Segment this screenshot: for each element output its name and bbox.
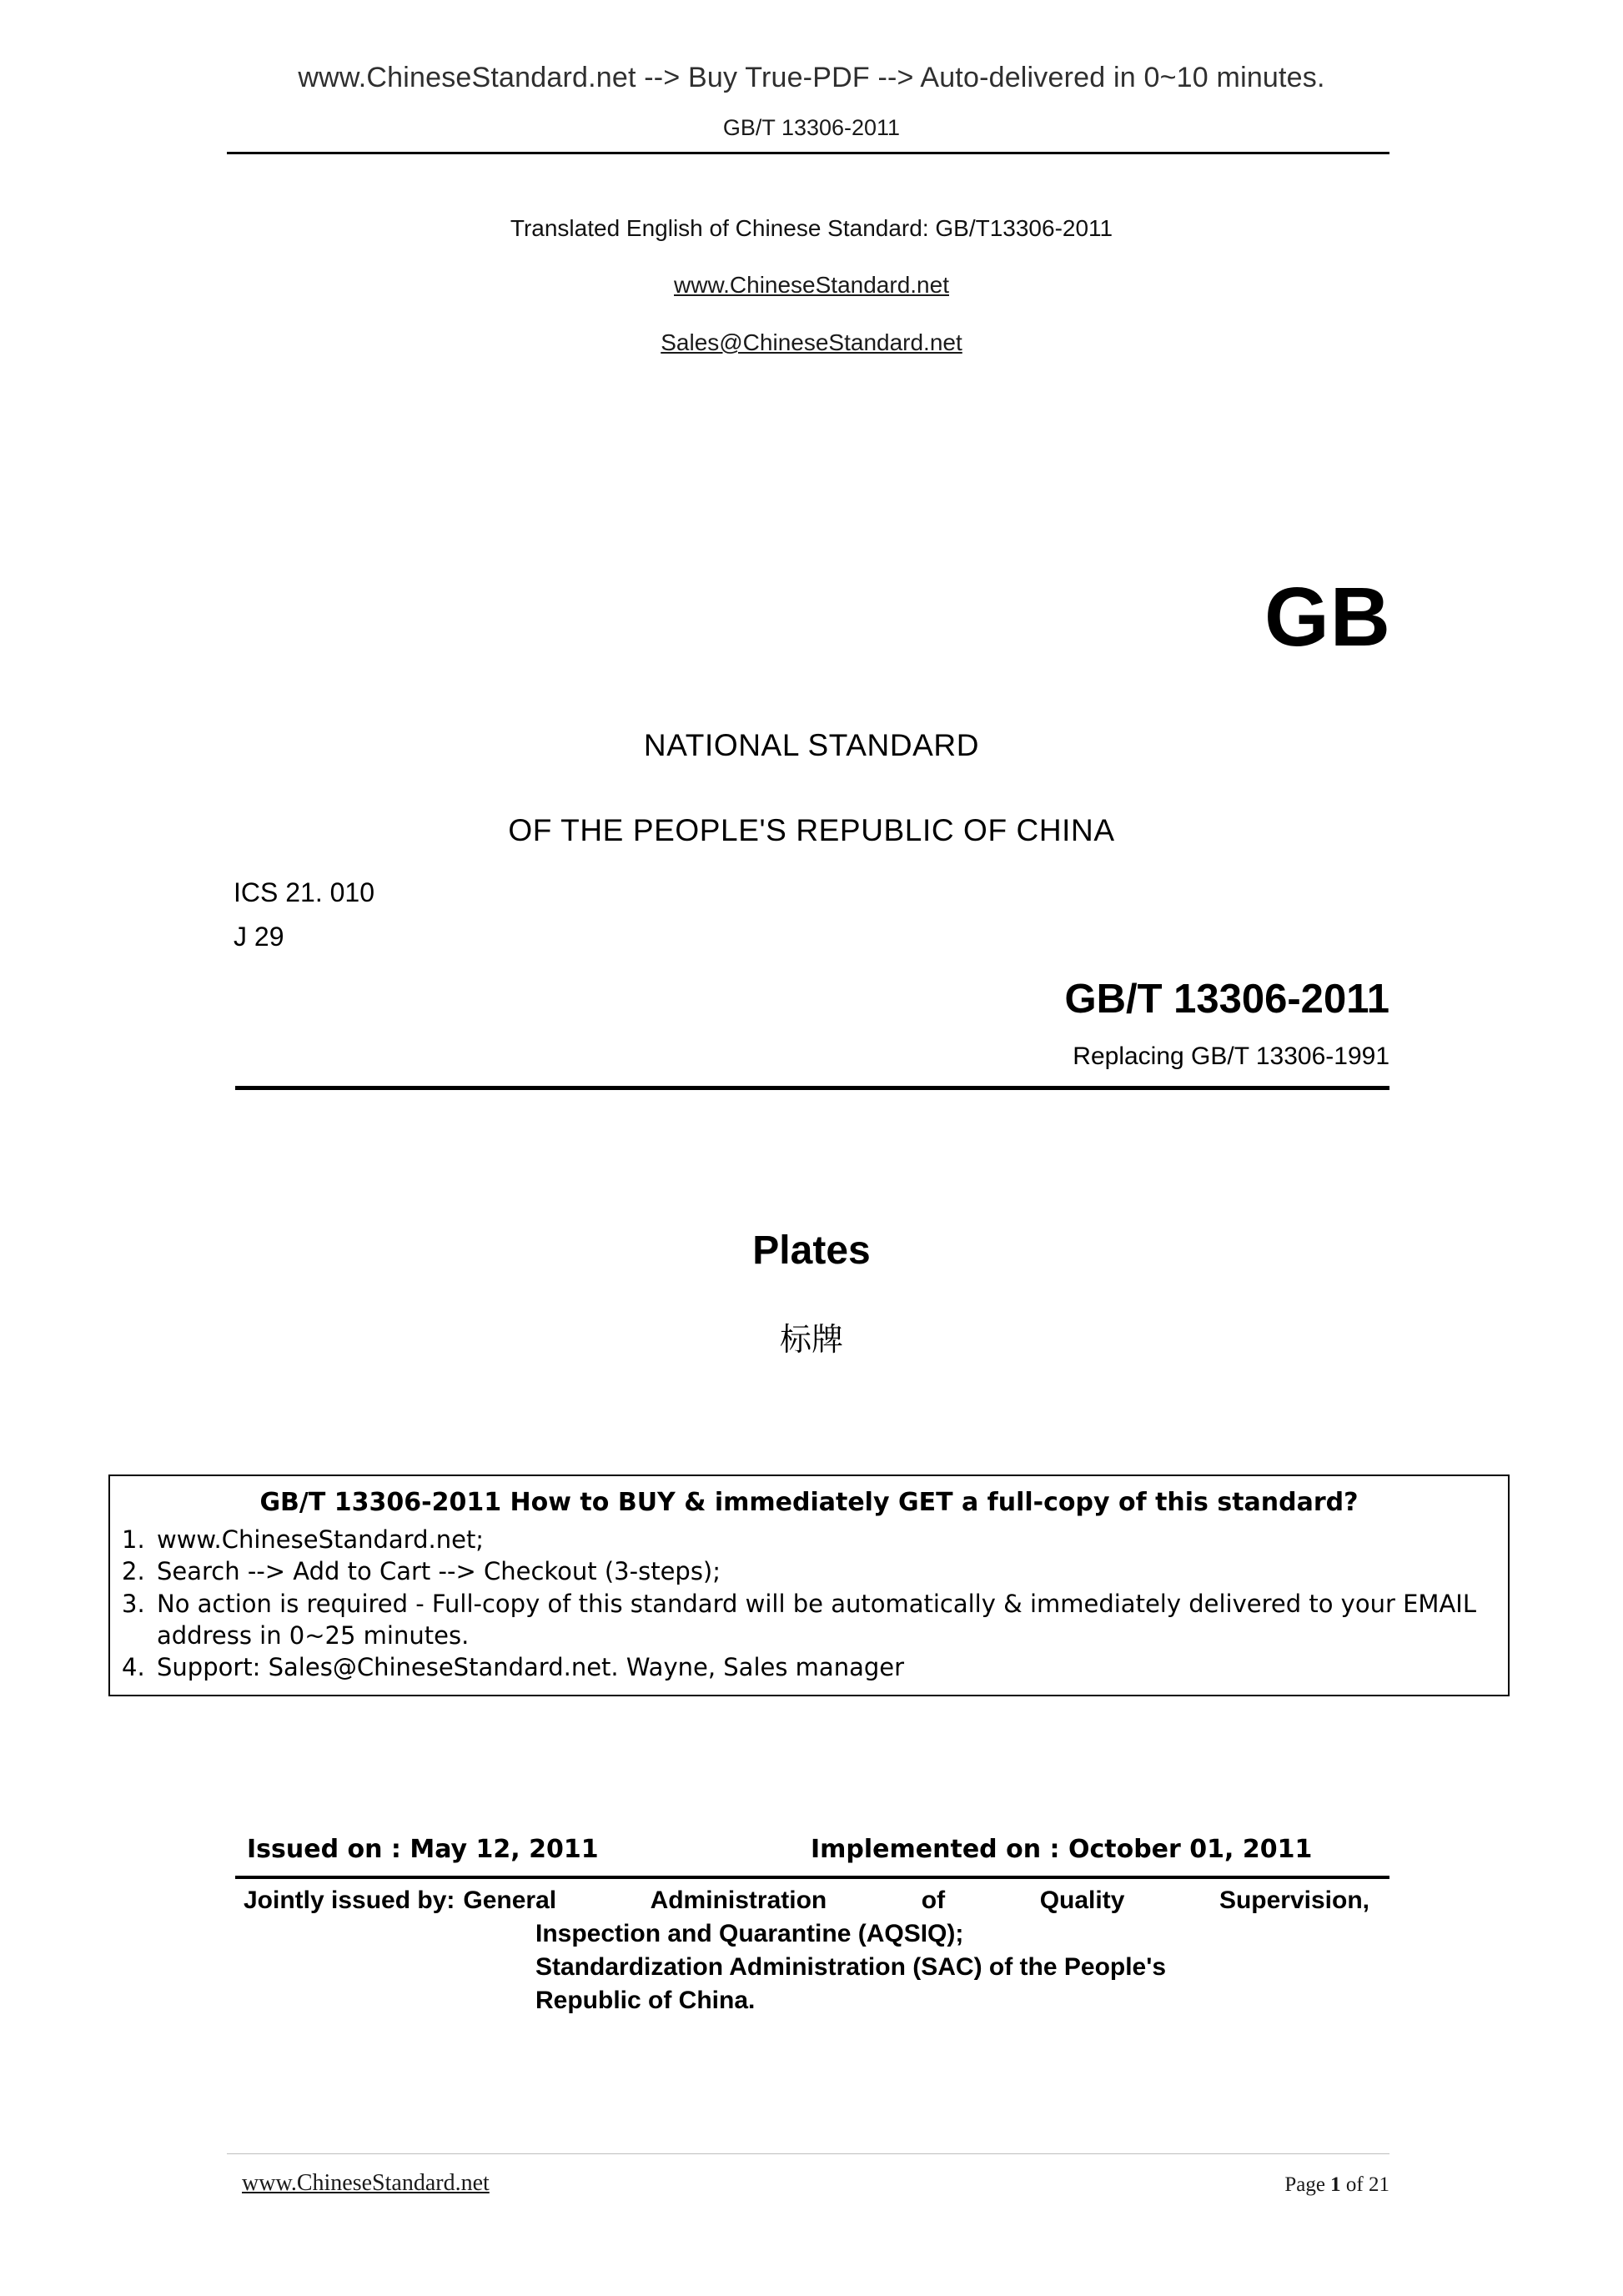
- document-title-cn: 标牌: [779, 1321, 843, 1358]
- header-standard-code: GB/T 13306-2011: [722, 115, 901, 140]
- website-link[interactable]: www.ChineseStandard.net: [674, 272, 949, 298]
- website-link-wrapper: [0, 272, 1623, 299]
- list-item: [110, 1588, 1508, 1652]
- jointly-issued-text-4: Republic of China.: [535, 1987, 756, 2014]
- list-item: [110, 1651, 1508, 1683]
- country-label: OF THE PEOPLE'S REPUBLIC OF CHINA: [508, 813, 1115, 847]
- jointly-issued-text-2: Inspection and Quarantine (AQSIQ);: [535, 1920, 964, 1947]
- footer-divider: [227, 2153, 1389, 2154]
- footer-page-suffix: of 21: [1340, 2173, 1389, 2196]
- list-item-number: 1.: [122, 1525, 145, 1554]
- list-item-text: www.ChineseStandard.net;: [157, 1525, 485, 1554]
- header-divider: [227, 152, 1389, 154]
- footer-page-prefix: Page: [1284, 2173, 1331, 2196]
- jointly-issued-block: [235, 1887, 1389, 2015]
- document-title-en: Plates: [752, 1228, 871, 1273]
- footer-page-indicator: [0, 2173, 1389, 2197]
- ics-code: ICS 21. 010: [234, 877, 374, 907]
- footer-site-link[interactable]: www.ChineseStandard.net: [242, 2170, 490, 2196]
- standard-number: GB/T 13306-2011: [1064, 977, 1389, 1022]
- list-item: [110, 1555, 1508, 1587]
- issue-divider: [235, 1876, 1389, 1879]
- jointly-issued-first-line: [235, 1887, 1369, 1915]
- list-item-number: 3.: [122, 1589, 145, 1618]
- standard-divider: [235, 1086, 1389, 1090]
- list-item-number: 2.: [122, 1557, 145, 1586]
- national-standard-label: NATIONAL STANDARD: [643, 728, 980, 762]
- list-item-text: Support: Sales@ChineseStandard.net. Wayne, Sales manager: [157, 1653, 905, 1682]
- list-item-text: No action is required - Full-copy of this standard will be automatically & immediately delivered to your EMAIL address in 0~25 minutes.: [157, 1589, 1477, 1650]
- jointly-issued-text-1: General Administration of Quality Supervision,: [463, 1887, 1369, 1914]
- list-item: [110, 1524, 1508, 1555]
- jointly-issued-text-3: Standardization Administration (SAC) of the People's: [535, 1953, 1167, 1981]
- replacing-standard: Replacing GB/T 13306-1991: [1073, 1042, 1389, 1070]
- gb-logo: GB: [1264, 570, 1391, 664]
- footer-page-number: 1: [1330, 2173, 1341, 2196]
- how-to-buy-box: [108, 1475, 1510, 1696]
- how-to-buy-title: GB/T 13306-2011 How to BUY & immediately GET a full-copy of this standard?: [259, 1488, 1359, 1517]
- jointly-issued-label: Jointly issued by:: [244, 1887, 455, 1914]
- translated-title-line: Translated English of Chinese Standard: GB/T13306-2011: [510, 215, 1113, 241]
- email-link[interactable]: Sales@ChineseStandard.net: [661, 329, 962, 355]
- list-item-number: 4.: [122, 1653, 145, 1682]
- ccs-code: J 29: [234, 922, 284, 952]
- implemented-on-date: Implemented on : October 01, 2011: [811, 1835, 1313, 1864]
- email-link-wrapper: [0, 329, 1623, 356]
- list-item-text: Search --> Add to Cart --> Checkout (3-steps);: [157, 1557, 721, 1586]
- promo-banner: www.ChineseStandard.net --> Buy True-PDF --> Auto-delivered in 0~10 minutes.: [298, 62, 1325, 93]
- issued-on-date: Issued on : May 12, 2011: [247, 1835, 599, 1864]
